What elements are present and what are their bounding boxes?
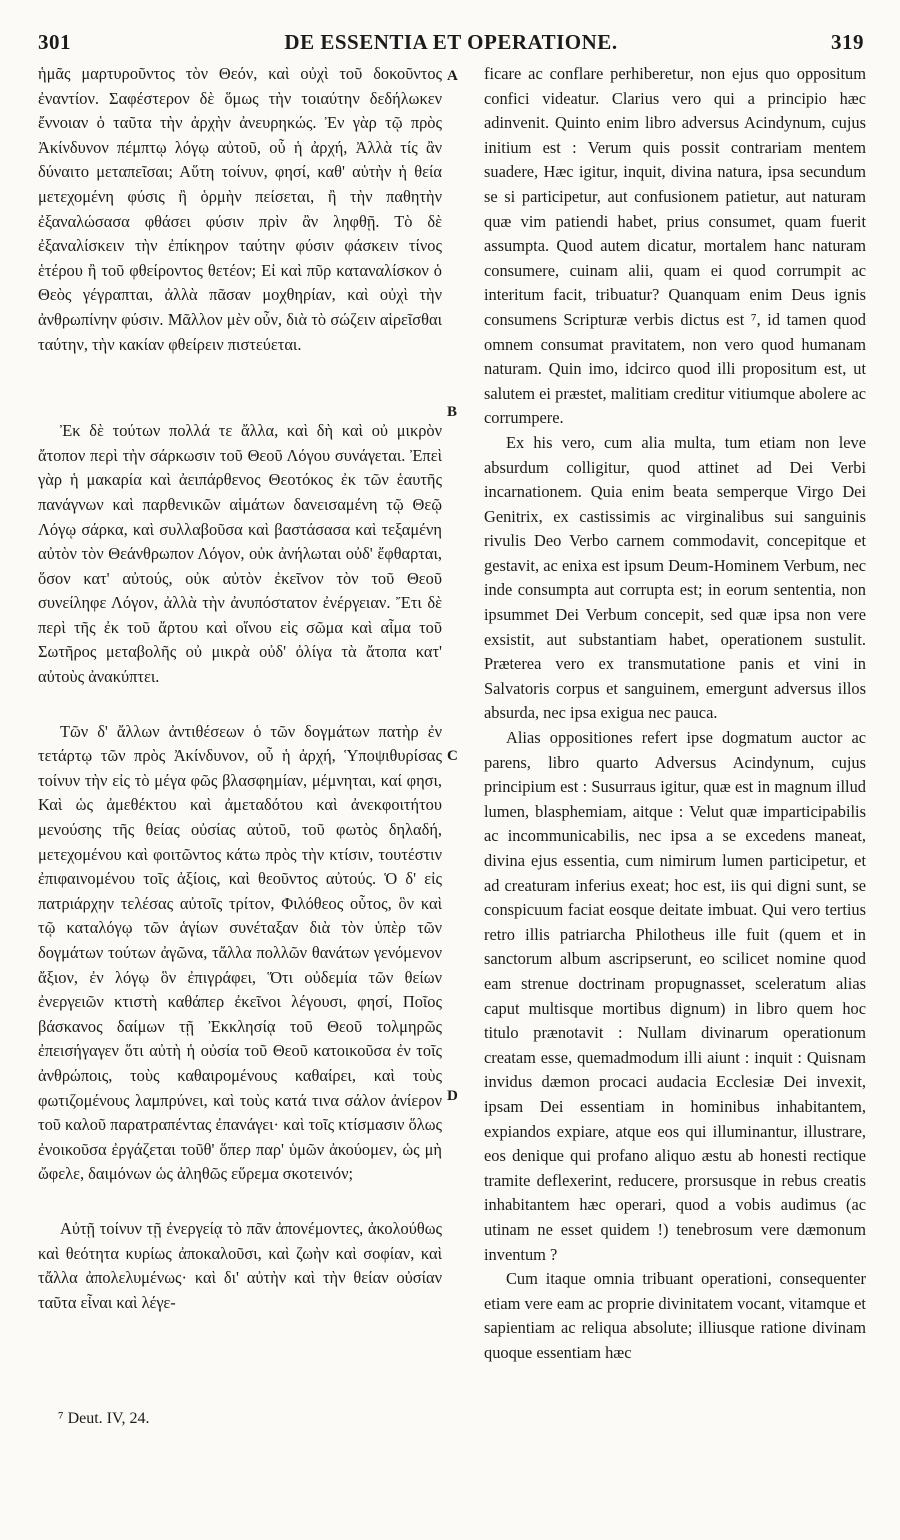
greek-paragraph: ἡμᾶς μαρτυροῦντος τὸν Θεόν, καὶ οὐχὶ τοῦ δοκοῦντος ἐναντίον. Σαφέστερον δὲ ὅμως τὴν τοιαύτην δεδήλωκεν ἔννοιαν ὁ ταῦτα τὴν ἀρχὴν ἀνευρηκώς. Ἐν γὰρ τῷ πρὸς Ἀκίνδυνον πέμπτῳ λόγῳ αὐτοῦ, οὗ ἡ ἀρχή, Ἀλλὰ τίς ἂν δύναιτο μεταπεῖσαι; Αὕτη τοίνυν, φησί, καθ' αὑτὴν ἡ θεία μετεχομένη φύσις ἢ ὁρμὴν πείσεται, ἢ τὴν παθητὴν ἐξαναλώσασα φθάσει φύσιν πρὶν ἂν ληφθῇ. Τὸ δὲ ἐξαναλίσκειν τὴν ἐπίκηρον ταύτην φύσιν φάσκειν τίνος ἑτέρου ἢ τοῦ φθείροντος θετέον; Εἰ καὶ πῦρ καταναλίσκον ὁ Θεὸς γέγραπται, ἀλλὰ πᾶσαν μοχθηρίαν, καὶ οὐχὶ τὴν ἀνθρωπίνην φύσιν. Μᾶλλον μὲν οὖν, διὰ τὸ σώζειν αἱρεῖσθαι ταύτην, τὴν κακίαν φθείρειν πιστεύεται. [38, 64, 442, 354]
latin-paragraph: ficare ac conflare perhiberetur, non ejus quo oppositum confici videatur. Clarius vero qui a principio hæc adinvenit. Quinto enim libro adversus Acindynum, cujus initium est : Verum quis possit contrariam mentem suadere, Hæc igitur, inquit, divina natura, ipsa secundum se si participetur, aut confusionem patietur, aut naturam quæ vim patiendi habet, prius consumet, quam fuerit assumpta. Quod autem dicatur, mortalem hanc naturam consumere, cuinam alii, quam ei quod corrumpit ac interitum facit, tribuatur? Quanquam enim Deus ignis consumens Scripturæ verbis dictus est ⁷, id tamen quod omnem consumat pravitatem, non vero quod humanam naturam. Quin imo, idcirco quod illi propositum est, ut salutem ei præstet, malitiam creditur vitiumque abolere ac corrumpere. [484, 64, 866, 428]
greek-column [38, 62, 442, 1315]
latin-paragraph: Ex his vero, cum alia multa, tum etiam non leve absurdum colligitur, quod attinet ad Dei Verbi incarnationem. Quia enim beata semperque Virgo Dei Genitrix, ex castissimis ac virginalibus sui sanguinis rivulis Deo Verbo carnem commodavit, concepitque et gestavit, ac enixa est ipsum Deum-Hominem Verbum, nec inde consumpta aut corrupta est; in eorum sententia, non ipsummet Dei Verbum concepit, sed quæ ipsa non vere exsistit, aut substantiam habet, operationem sustulit. Præterea vero ex transmutatione panis et vini in Salvatoris corpus et sanguinem, emergunt adversus illos absurda, nec ipsa exigua nec pauca. [484, 432, 866, 723]
latin-paragraph: Cum itaque omnia tribuant operationi, consequenter etiam vere eam ac proprie divinitatem vocant, vitamque et sapientiam ac reliqua absolute; illiusque ratione divinam quoque essentiam hæc [484, 1269, 866, 1362]
latin-column [484, 62, 866, 1365]
page-number-right: 319 [831, 30, 864, 54]
latin-paragraph: Alias oppositiones refert ipse dogmatum auctor ac parens, libro quarto Adversus Acindynum, cujus principium est : Susurraus igitur, quæ est in magnum illud lumen, blasphemiam, aitque : Velut quæ imparticipabilis ac incommunicabilis, nec ipsa a se excedens maneat, divina ejus essentia, cum nimirum lumen participetur, et ad creaturam inferius exeat; hoc est, iis qui digni sunt, se conspicuum faciat eosque deitate imbuat. Qui vero tertius retro illis patriarcha Philotheus ille fuit (quem et in sanctorum album ascripserunt, eo scilicet nomine quod eam strenue doctrinam propugnasset, sceleratum alias caput multisque mortibus dignum) in libro quem hoc titulo prænotavit : Nullam divinarum operationum creatam esse, quemadmodum illi aiunt : inquit : Quisnam invidus dæmon procaci audacia Ecclesiæ Dei invexit, ipsam Dei essentiam in hominibus inhabitantem, expiandos expiare, atque eos qui illuminantur, illustrare, eos denique qui profano aliquo æstu ab honesti rectique tramite deflexerint, reducere, prorsusque in rebus creatis inhabitantem hæc operari, quod a vobis audimus (ac utinam ne esset quidem !) tenebrosum vere dæmonum inventum ? [484, 728, 866, 1264]
paragraph-gap [38, 690, 442, 720]
footnote: ⁷ Deut. IV, 24. [58, 1410, 150, 1427]
margin-marker-d: D [447, 1088, 458, 1104]
margin-marker-b: B [447, 404, 458, 420]
page-number-left: 301 [38, 30, 71, 54]
margin-marker-c: C [447, 748, 458, 764]
paragraph-gap [38, 1187, 442, 1217]
greek-paragraph: Αὐτῇ τοίνυν τῇ ἐνεργείᾳ τὸ πᾶν ἀπονέμοντες, ἀκολούθως καὶ θεότητα κυρίως ἀποκαλοῦσι, καὶ ζωὴν καὶ σοφίαν, καὶ τἄλλα ἀπολελυμένως· καὶ δι' αὐτὴν καὶ τὴν θείαν οὐσίαν ταῦτα εἶναι καὶ λέγε- [38, 1218, 442, 1312]
running-header [38, 30, 864, 60]
greek-paragraph: Τῶν δ' ἄλλων ἀντιθέσεων ὁ τῶν δογμάτων πατὴρ ἐν τετάρτῳ τῶν πρὸς Ἀκίνδυνον, οὗ ἡ ἀρχή, Ὑποψιθυρίσας τοίνυν τὴν εἰς τὸ μέγα φῶς βλασφημίαν, μέμνηται, καί φησι, Καὶ ὡς ἀμεθέκτου καὶ ἀμεταδότου καὶ ἀνεκφοιτήτου μενούσης τῆς θείας οὐσίας αὐτοῦ, τοῦ φωτὸς δηλαδή, μετεχομένου καὶ φοιτῶντος κάτω πρὸς τὴν κτίσιν, τουτέστιν ἐπιφαινομένου τοῖς ἀξίοις, καὶ θεοῦντος αὐτούς. Ὁ δ' εἰς πατριάρχην τελέσας αὐτοῖς τρίτον, Φιλόθεος οὗτος, ὃν καὶ τῷ καταλόγῳ τῶν ἁγίων συνέταξαν διὰ τὸν ὑπὲρ τῶν δογμάτων τούτων ἀγῶνα, τἄλλα πολλῶν θανάτων γενόμενον ἄξιον, ἐν λόγῳ ὃν ἐπιγράφει, Ὅτι οὐδεμία τῶν θείων ἐνεργειῶν κτιστὴ καθάπερ ἐκεῖνοι λέγουσι, φησί, Ποῖος βάσκανος δαίμων τῇ Ἐκκλησίᾳ τοῦ Θεοῦ τολμηρῶς ἐπεισήγαγεν ὅτι αὐτὴ ἡ οὐσία τοῦ Θεοῦ κατοικοῦσα ἐν τοῖς ἀνθρώποις, τοὺς καθαιρομένους καθαίρει, καὶ τοὺς φωτιζομένους λαμπρύνει, καὶ τοὺς κατά τινα σάλον ἀνίερον τοῦ καλοῦ παρατραπέντας ἐπανάγει· καὶ τοῖς κτίσμασιν ὅλως ἐνοικοῦσα ἐργάζεται τοῦθ' ὅπερ παρ' ὑμῶν ἀκούομεν, ὡς μὴ ὤφελε, δαιμόνων ὡς ἀληθῶς εὕρεμα σκοτεινόν; [38, 721, 442, 1184]
greek-paragraph: Ἐκ δὲ τούτων πολλά τε ἄλλα, καὶ δὴ καὶ οὐ μικρὸν ἄτοπον περὶ τὴν σάρκωσιν τοῦ Θεοῦ Λόγου συνάγεται. Ἐπεὶ γὰρ ἡ μακαρία καὶ ἀειπάρθενος Θεοτόκος ἐκ τῶν ἑαυτῆς πανάγνων καὶ παρθενικῶν αἱμάτων δανεισαμένη τῷ Θεῷ Λόγῳ σάρκα, καὶ συλλαβοῦσα καὶ βαστάσασα καὶ τεξαμένη αὐτὸν τὸν Θεάνθρωπον Λόγον, οὐκ ἀνήλωται οὐδ' ἔφθαρται, ὅσον κατ' αὐτούς, οὐκ αὐτὸν ἐκεῖνον τὸν τοῦ Θεοῦ συνείληφε Λόγον, ἀλλὰ τὴν ἀνυπόστατον ἐνέργειαν. Ἔτι δὲ περὶ τῆς ἐκ τοῦ ἄρτου καὶ οἴνου εἰς σῶμα καὶ αἷμα τοῦ Σωτῆρος μεταβολῆς οὐ μικρὰ οὐδ' ὀλίγα τὰ ἄτοπα κατ' αὐτοὺς ἀνακύπτει. [38, 421, 442, 687]
paragraph-gap [38, 357, 442, 419]
running-title: DE ESSENTIA ET OPERATIONE. [284, 30, 618, 54]
margin-marker-a: A [447, 68, 458, 84]
